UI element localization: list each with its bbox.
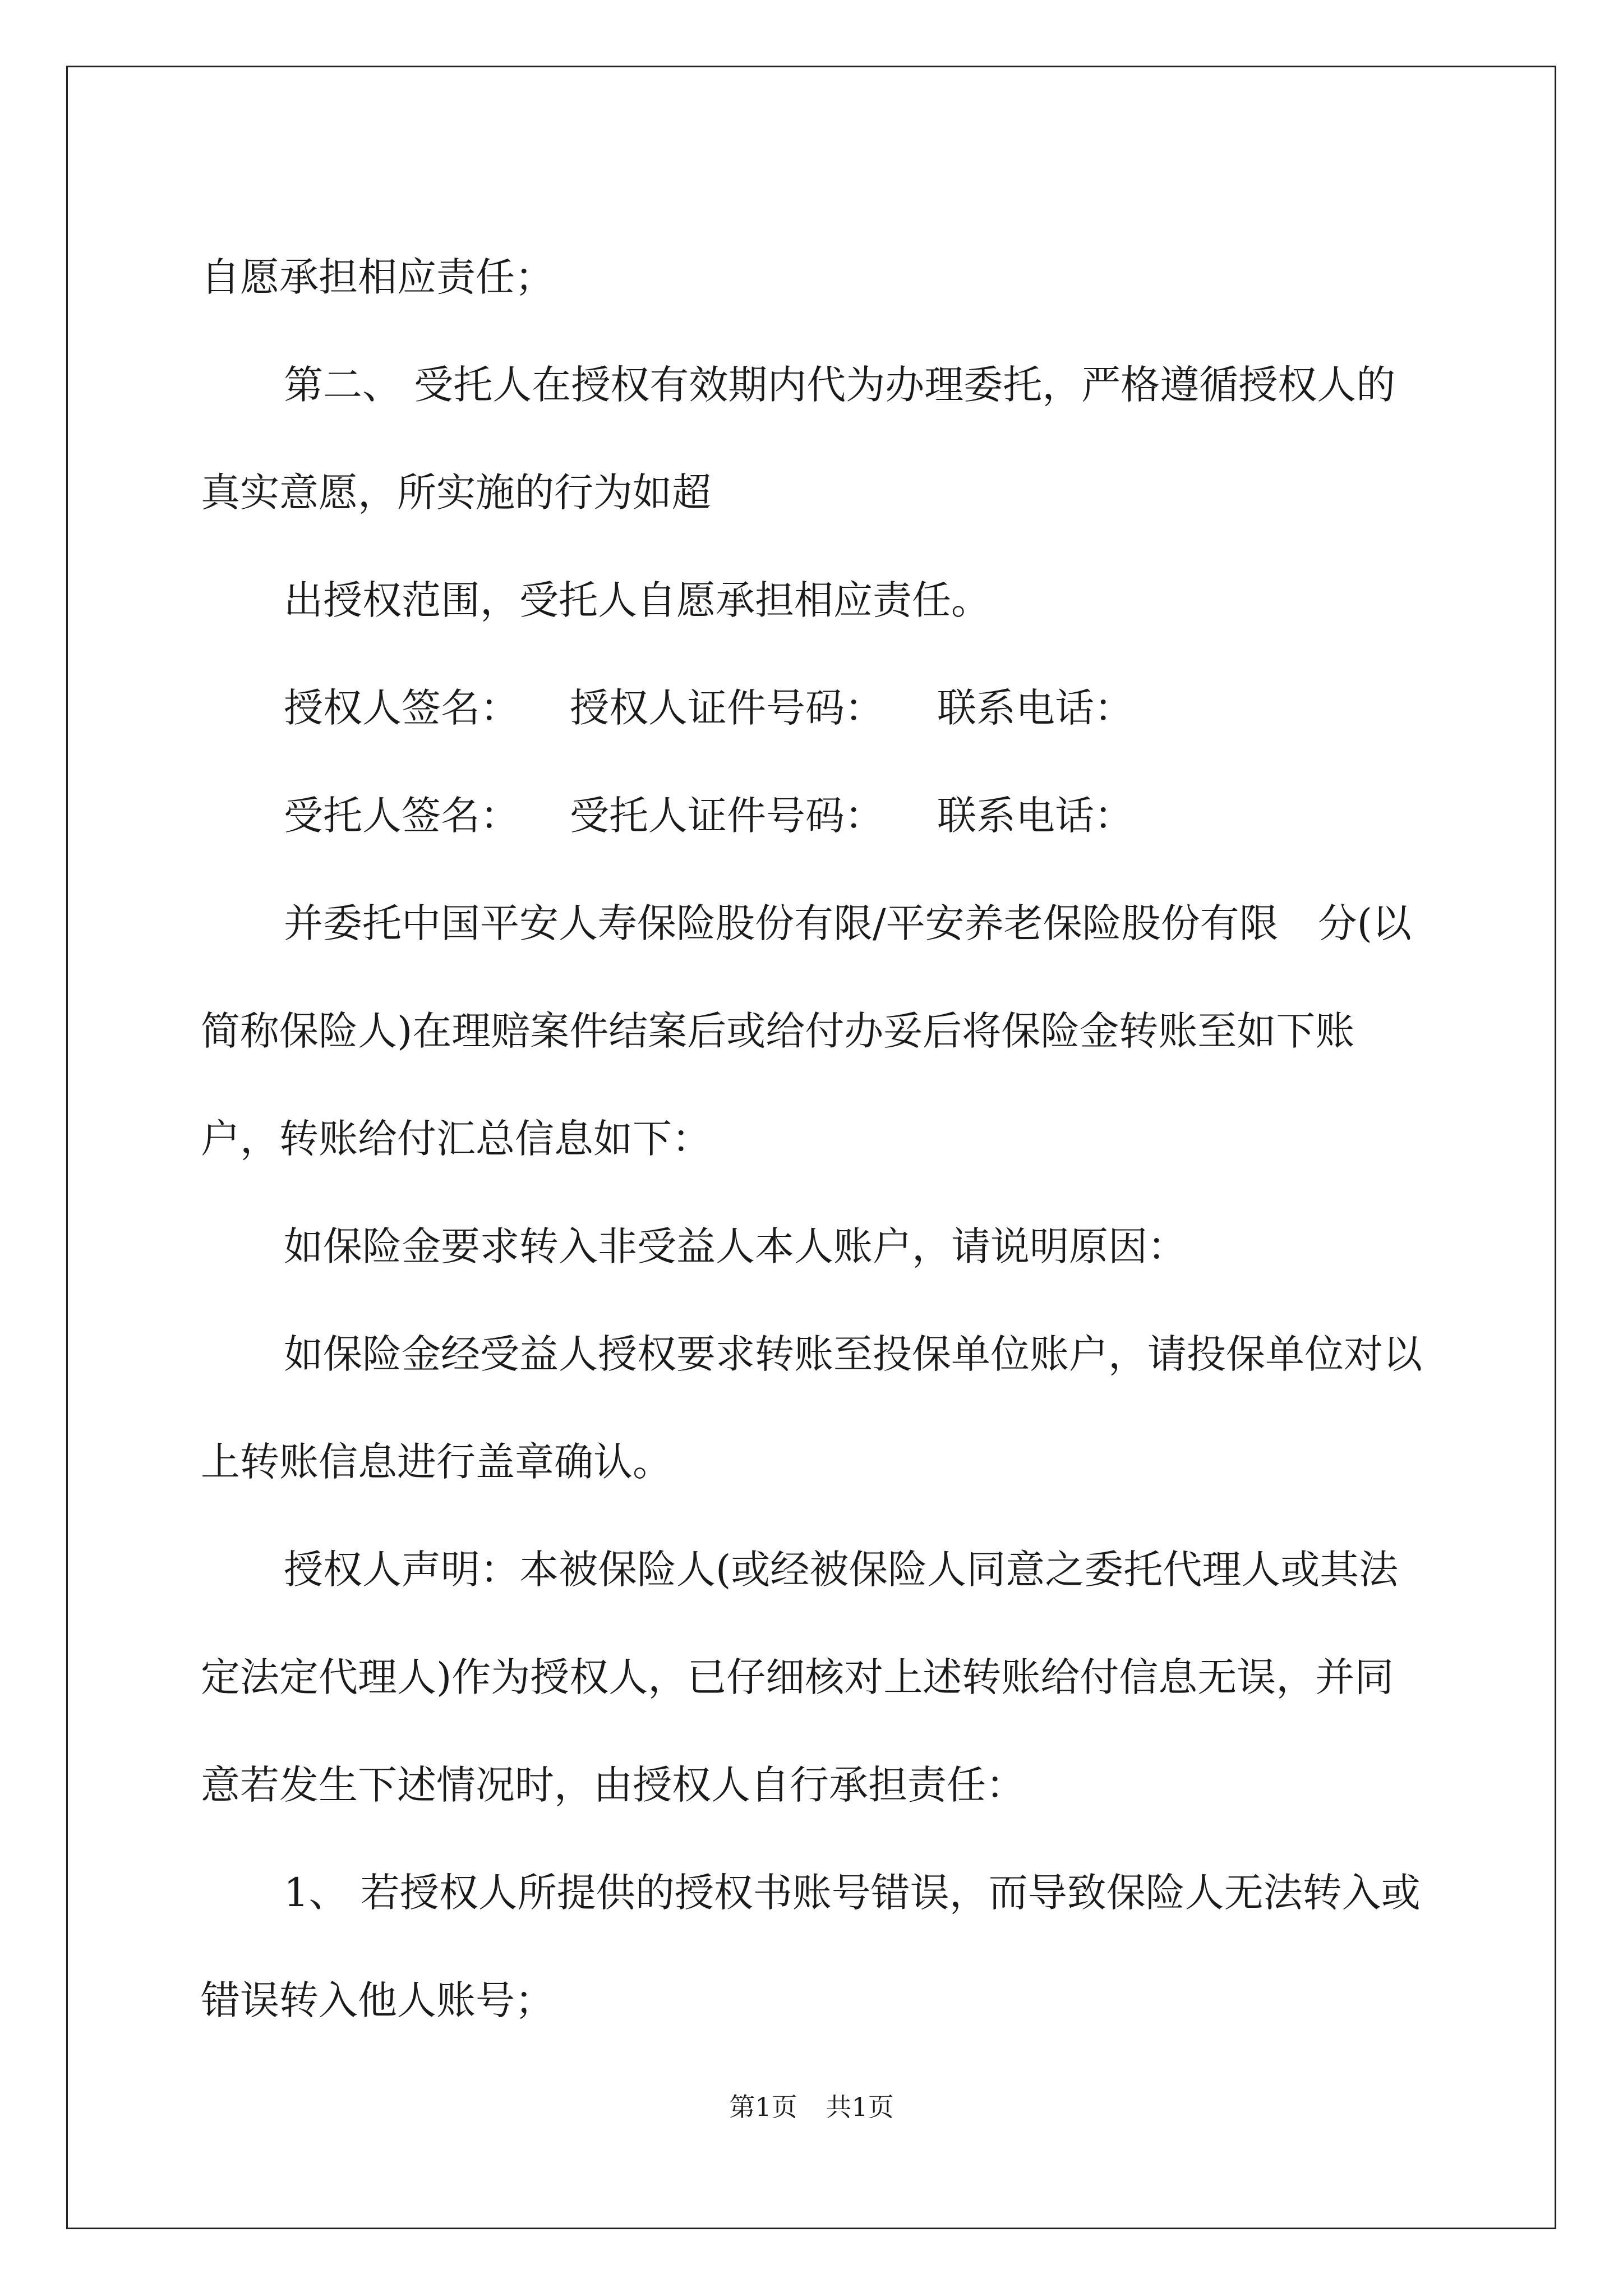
paragraph: 第二、 受托人在授权有效期内代为办理委托，严格遵循授权人的真实意愿，所实施的行为如超 [201, 362, 1396, 516]
paragraph: 自愿承担相应责任； [201, 254, 554, 300]
signature-row-authorizer [201, 654, 1429, 762]
paragraph: 出授权范围，受托人自愿承担相应责任。 [284, 577, 990, 623]
page-footer [0, 2087, 1623, 2124]
authorizer-id-label: 授权人证件号码： [570, 685, 884, 731]
signature-row-trustee [201, 762, 1429, 869]
trustee-phone-label: 联系电话： [937, 793, 1133, 839]
document-body [201, 223, 1429, 2054]
page-total: 共1页 [826, 2092, 894, 2122]
trustee-id-label: 受托人证件号码： [570, 793, 884, 839]
authorizer-signature-label: 授权人签名： [284, 685, 519, 731]
paragraph: 如保险金要求转入非受益人本人账户，请说明原因： [284, 1223, 1187, 1269]
trustee-signature-label: 受托人签名： [284, 793, 519, 839]
paragraph: 1、 若授权人所提供的授权书账号错误，而导致保险人无法转入或错误转入他人账号； [201, 1870, 1421, 2023]
paragraph: 如保险金经受益人授权要求转账至投保单位账户，请投保单位对以上转账信息进行盖章确认。 [201, 1331, 1422, 1485]
authorizer-phone-label: 联系电话： [937, 685, 1133, 731]
page-number: 第1页 [729, 2092, 797, 2122]
paragraph: 授权人声明：本被保险人(或经被保险人同意之委托代理人或其法定法定代理人)作为授权人，已仔细核对上述转账给付信息无误，并同意若发生下述情况时，由授权人自行承担责任： [201, 1547, 1399, 1808]
paragraph: 并委托中国平安人寿保险股份有限/平安养老保险股份有限 分(以简称保险人)在理赔案件结案后或给付办妥后将保险金转账至如下账户，转账给付汇总信息如下： [201, 900, 1412, 1162]
